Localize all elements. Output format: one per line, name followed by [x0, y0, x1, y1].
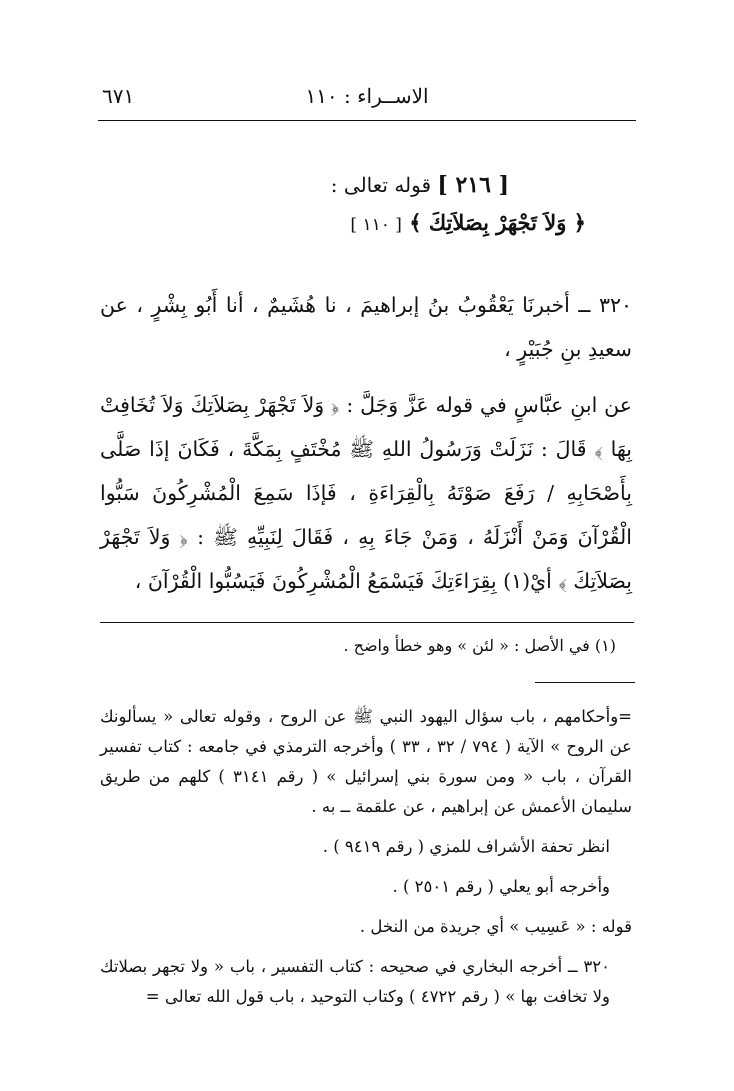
note-tuhfa: انظر تحفة الأشراف للمزي ( رقم ٩٤١٩ ) .: [322, 837, 610, 856]
note-320: ٣٢٠ ــ أخرجه البخاري في صحيحه : كتاب التفسير ، باب « ولا تجهر بصلاتك ولا تخافت بها » ( رقم ٤٧٢٢ ) وكتاب التوحيد ، باب قول الله تعالى =: [100, 957, 610, 1006]
footnote-separator: [100, 622, 634, 623]
hadith-matn: عن ابنِ عبَّاسٍ في قوله عَزَّ وَجَلَّ : ﴿ وَلاَ تَجْهَرْ بِصَلاَتِكَ وَلاَ تُخَافِتْ بِهَا ﴾ قَالَ : نَزَلَتْ وَرَسُولُ اللهِ ﷺ مُخْتَفٍ بِمَكَّةَ ، فَكَانَ إذَا صَلَّى بِأَصْحَابِهِ / رَفَعَ صَوْتَهُ بِالْقِرَاءَةِ ، فَإذَا سَمِعَ الْمُشْرِكُونَ سَبُّوا الْقُرْآنَ وَمَنْ أَنْزَلَهُ ، وَمَنْ جَاءَ بِهِ ، فَقَالَ لِنَبِيِّهِ ﷺ : ﴿ وَلاَ تَجْهَرْ بِصَلاَتِكَ ﴾ أيْ(١) بِقِرَاءَتِكَ فَيَسْمَعُ الْمُشْرِكُونَ فَيَسُبُّوا الْقُرْآنَ ،: [100, 393, 632, 593]
section-label: قوله تعالى :: [330, 173, 432, 197]
page-number: ٦٧١: [102, 84, 135, 108]
section-heading: [100, 172, 509, 198]
header-title: الاســراء : ١١٠: [305, 84, 429, 108]
footnote-1: (١) في الأصل : « لئن » وهو خطأ واضح .: [343, 636, 616, 655]
section-number: [ ٢١٦ ]: [437, 172, 509, 198]
quran-verse: [100, 210, 586, 235]
takhrij-notes: [100, 702, 632, 1012]
hadith-isnad: ٣٢٠ ــ أخبرنَا يَعْقُوبُ بنُ إبراهيمَ ، نا هُشَيمٌ ، أنا أَبُو بِشْرٍ ، عن سعيدِ بنِ جُبَيْرٍ ،: [100, 293, 632, 361]
note-continuation: =وأحكامهم ، باب سؤال اليهود النبي ﷺ عن الروح ، وقوله تعالى « يسألونك عن الروح » الآية ( ٧٩٤ / ٣٢ ، ٣٣ ) وأخرجه الترمذي في جامعه : كتاب تفسير القرآن ، باب « ومن سورة بني إسرائيل » ( رقم ٣١٤١ ) كلهم من طريق سليمان الأعمش عن إبراهيم ، عن علقمة ــ به .: [100, 707, 632, 816]
note-abu-yala: وأخرجه أبو يعلي ( رقم ٢٥٠١ ) .: [392, 877, 610, 896]
note-asib: قوله : « عَسِيب » أي جريدة من النخل .: [359, 917, 632, 936]
notes-separator: [535, 682, 635, 683]
verse-ref: [ ١١٠ ]: [350, 215, 402, 235]
running-header: [100, 84, 634, 114]
header-rule: [98, 120, 636, 121]
verse-text: ﴿ وَلاَ تَجْهَرْ بِصَلاَتِكَ ﴾: [409, 210, 586, 235]
